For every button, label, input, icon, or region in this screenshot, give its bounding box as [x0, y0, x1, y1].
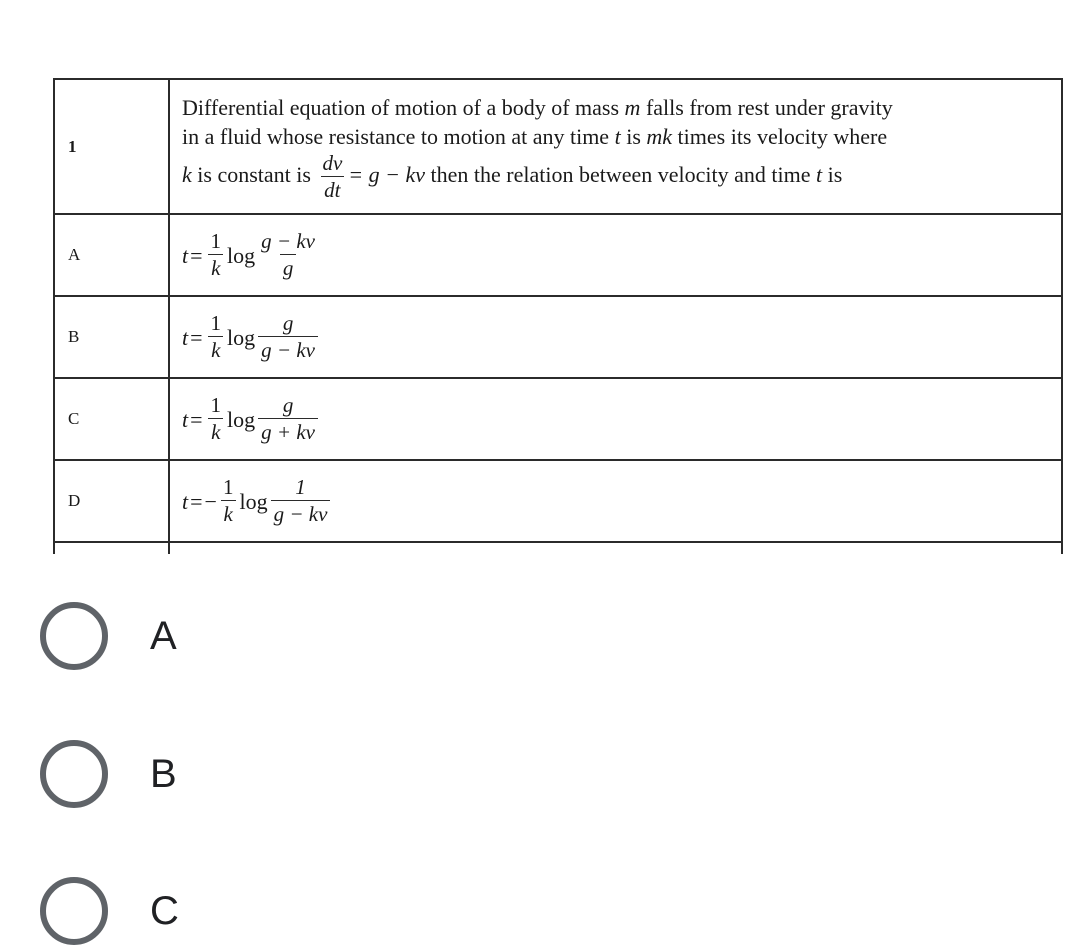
var-mk: mk: [646, 123, 673, 149]
fraction-denominator: k: [221, 500, 236, 525]
radio-label[interactable]: B: [150, 751, 177, 796]
question-row: [54, 79, 1062, 214]
fraction-numerator: g: [282, 311, 294, 335]
radio-unchecked-icon[interactable]: [40, 602, 108, 670]
argument-fraction: [258, 231, 318, 279]
var-t: t: [614, 123, 621, 149]
text: falls from rest under gravity: [640, 94, 893, 120]
var-m: m: [624, 94, 641, 120]
fraction-denominator: k: [208, 254, 223, 279]
formula-equals: =: [190, 324, 203, 350]
formula: [182, 395, 321, 443]
text: is: [620, 123, 647, 149]
radio-label[interactable]: C: [150, 888, 179, 933]
formula-sign: −: [204, 488, 217, 514]
option-formula: [169, 296, 1062, 378]
radio-option-c[interactable]: [40, 877, 179, 945]
coefficient-fraction: [208, 313, 225, 361]
formula-equals: =: [190, 488, 203, 514]
radio-unchecked-icon[interactable]: [40, 740, 108, 808]
fraction-denominator: g − kv: [258, 336, 318, 361]
question-image: [53, 78, 1063, 554]
fraction-numerator: 1: [210, 229, 222, 253]
argument-fraction: [271, 477, 331, 525]
option-formula: [169, 214, 1062, 296]
text: is constant is: [191, 161, 317, 187]
argument-fraction: [258, 395, 318, 443]
var-t: t: [815, 161, 823, 187]
question-line-1: [182, 93, 1053, 122]
option-formula: [169, 460, 1062, 542]
fraction-numerator: g − kv: [261, 229, 315, 253]
log-function: log: [227, 406, 256, 432]
log-function: log: [227, 242, 256, 268]
formula: [182, 477, 333, 525]
coefficient-fraction: [220, 477, 237, 525]
text: is: [822, 161, 843, 187]
fraction-numerator: 1: [210, 311, 222, 335]
formula-equals: =: [190, 242, 203, 268]
option-row-b: [54, 296, 1062, 378]
coefficient-fraction: [208, 395, 225, 443]
question-number: 1: [54, 79, 169, 214]
fraction-numerator: 1: [210, 393, 222, 417]
empty-cell: [169, 542, 1062, 554]
formula: [182, 231, 321, 279]
radio-option-b[interactable]: [40, 740, 177, 808]
fraction-denominator: k: [208, 418, 223, 443]
option-letter: C: [54, 378, 169, 460]
fraction-numerator: 1: [222, 475, 234, 499]
text: times its velocity where: [672, 123, 888, 149]
formula-lhs: t: [182, 324, 189, 350]
fraction-denominator: g: [280, 254, 297, 279]
fraction-denominator: k: [208, 336, 223, 361]
option-formula: [169, 378, 1062, 460]
log-function: log: [239, 488, 268, 514]
radio-label[interactable]: A: [150, 613, 177, 658]
radio-unchecked-icon[interactable]: [40, 877, 108, 945]
text: Differential equation of motion of a body of mass: [182, 94, 625, 120]
derivative-fraction: [319, 150, 345, 202]
formula-equals: =: [190, 406, 203, 432]
question-table: [53, 78, 1063, 554]
option-row-d: [54, 460, 1062, 542]
empty-cell: [54, 542, 169, 554]
question-text: [169, 79, 1062, 214]
formula-lhs: t: [182, 242, 189, 268]
question-line-2: [182, 122, 1053, 151]
formula-lhs: t: [182, 488, 189, 514]
question-line-3: [182, 150, 1053, 202]
option-row-a: [54, 214, 1062, 296]
text: in a fluid whose resistance to motion at any time: [182, 123, 615, 149]
fraction-denominator: dt: [321, 176, 343, 201]
var-k: k: [182, 161, 192, 187]
cut-off-row: [54, 542, 1062, 554]
option-letter: A: [54, 214, 169, 296]
fraction-denominator: g + kv: [258, 418, 318, 443]
option-letter: D: [54, 460, 169, 542]
text: then the relation between velocity and time: [425, 161, 816, 187]
argument-fraction: [258, 313, 318, 361]
fraction-numerator: dv: [322, 150, 343, 175]
log-function: log: [227, 324, 256, 350]
derivative-rhs: = g − kv: [348, 161, 425, 187]
formula-lhs: t: [182, 406, 189, 432]
formula: [182, 313, 321, 361]
option-letter: B: [54, 296, 169, 378]
radio-option-a[interactable]: [40, 602, 177, 670]
option-row-c: [54, 378, 1062, 460]
fraction-numerator: 1: [295, 475, 306, 499]
coefficient-fraction: [208, 231, 225, 279]
fraction-numerator: g: [282, 393, 294, 417]
fraction-denominator: g − kv: [271, 500, 331, 525]
